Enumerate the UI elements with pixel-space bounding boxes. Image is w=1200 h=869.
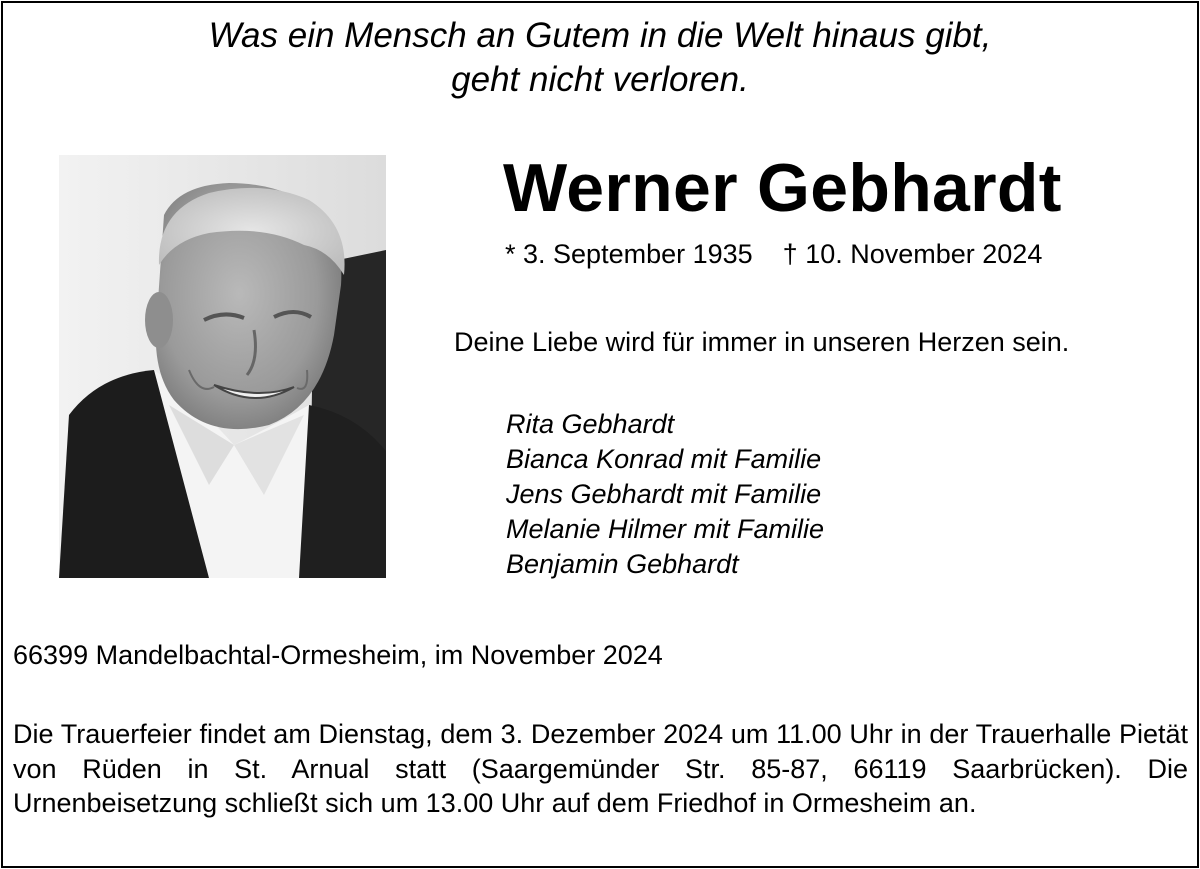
motto-line-1: Was ein Mensch an Gutem in die Welt hinaus gibt, — [208, 16, 992, 55]
mourner-name: Rita Gebhardt — [506, 409, 675, 439]
life-dates — [505, 236, 1042, 272]
place-and-date: 66399 Mandelbachtal-Ormesheim, im November 2024 — [13, 640, 663, 670]
service-information: Die Trauerfeier findet am Dienstag, dem 3. Dezember 2024 um 11.00 Uhr in der Trauerhalle Pietät von Rüden in St. Arnual statt (Saargemünder Str. 85-87, 66119 Saarbrücken). Die Urnenbeisetzung schließt sich um 13.00 Uhr auf dem Friedhof in Ormesheim an. — [13, 719, 1188, 818]
mourner-name: Bianca Konrad mit Familie — [506, 444, 822, 474]
motto-line-2: geht nicht verloren. — [451, 60, 749, 99]
mourners-list — [506, 407, 824, 582]
deceased-name: Werner Gebhardt — [503, 150, 1062, 226]
mourner-name: Benjamin Gebhardt — [506, 549, 739, 579]
memorial-quote: Deine Liebe wird für immer in unseren Herzen sein. — [454, 327, 1070, 357]
mourner-name: Jens Gebhardt mit Familie — [506, 479, 822, 509]
portrait-photo-icon — [59, 155, 386, 578]
birth-date: * 3. September 1935 — [505, 239, 753, 269]
mourner-name: Melanie Hilmer mit Familie — [506, 514, 825, 544]
death-date: † 10. November 2024 — [782, 239, 1043, 269]
portrait-photo — [59, 155, 386, 578]
